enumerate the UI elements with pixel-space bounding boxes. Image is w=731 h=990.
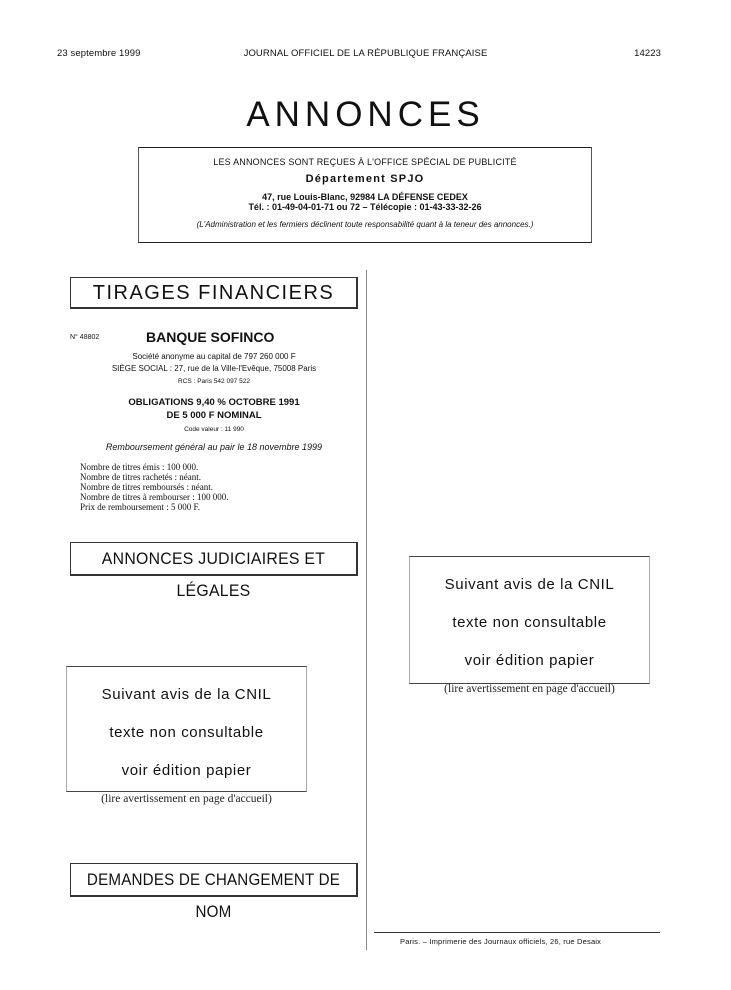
- cnil-notice-right: [409, 556, 650, 695]
- detail-line: Nombre de titres à rembourser : 100 000.: [80, 492, 229, 502]
- footer-rule: [374, 932, 660, 933]
- detail-line: Nombre de titres rachetés : néant.: [80, 472, 201, 482]
- announcement-obligations: OBLIGATIONS 9,40 % OCTOBRE 1991: [128, 397, 300, 408]
- cnil-line: voir édition papier: [121, 762, 252, 779]
- notice-address: 47, rue Louis-Blanc, 92984 LA DÉFENSE CEDEX: [262, 192, 468, 202]
- announcement-remboursement: Remboursement général au pair le 18 novembre 1999: [105, 442, 323, 452]
- detail-line: Nombre de titres émis : 100 000.: [80, 462, 199, 472]
- announcement-details: [80, 462, 228, 512]
- notice-department: Département SPJO: [305, 173, 425, 185]
- page-number: 14223: [634, 48, 661, 59]
- announcement-capital: Société anonyme au capital de 797 260 000 F: [132, 352, 296, 361]
- announcement-number: N° 48802: [70, 334, 100, 341]
- section-heading-label: ANNONCES JUDICIAIRES ET LÉGALES: [101, 549, 326, 600]
- notice-line: LES ANNONCES SONT REÇUES À L'OFFICE SPÉCIAL DE PUBLICITÉ: [213, 157, 517, 167]
- cnil-line: texte non consultable: [109, 724, 264, 741]
- section-heading-label: DEMANDES DE CHANGEMENT DE NOM: [86, 871, 341, 921]
- announcement-company: BANQUE SOFINCO: [146, 329, 275, 345]
- cnil-line: Suivant avis de la CNIL: [444, 576, 615, 593]
- cnil-note: (lire avertissement en page d'accueil): [101, 793, 272, 805]
- notice-disclaimer: (L'Administration et les fermiers déclinent toute responsabilité quant à la teneur des annonces.): [196, 220, 534, 229]
- announcement-siege: SIÈGE SOCIAL : 27, rue de la Ville-l'Evêque, 75008 Paris: [111, 364, 317, 373]
- printer-footer: Paris. – Imprimerie des Journaux officiels, 26, rue Desaix: [400, 937, 602, 946]
- section-heading-label: TIRAGES FINANCIERS: [92, 282, 335, 304]
- announcement-nominal: DE 5 000 F NOMINAL: [166, 410, 262, 421]
- page-title: ANNONCES: [246, 95, 485, 134]
- cnil-line: voir édition papier: [464, 652, 595, 669]
- notice-phone: Tél. : 01-49-04-01-71 ou 72 – Télécopie : 01-43-33-32-26: [248, 202, 482, 212]
- announcement-rcs: RCS : Paris 542 097 522: [178, 378, 250, 385]
- cnil-note: (lire avertissement en page d'accueil): [444, 683, 615, 695]
- issue-date: 23 septembre 1999: [57, 48, 141, 59]
- detail-line: Nombre de titres remboursés : néant.: [80, 482, 213, 492]
- section-heading-judiciaires: [70, 542, 358, 600]
- announcement-code: Code valeur : 11 990: [184, 426, 244, 433]
- section-heading-tirages: [70, 277, 358, 309]
- column-divider: [366, 270, 367, 950]
- journal-name: JOURNAL OFFICIEL DE LA RÉPUBLIQUE FRANÇAISE: [243, 48, 488, 59]
- cnil-line: Suivant avis de la CNIL: [101, 686, 272, 703]
- publication-notice-box: [138, 147, 592, 243]
- cnil-notice-left: [66, 666, 307, 805]
- cnil-line: texte non consultable: [452, 614, 607, 631]
- section-heading-demandes: [70, 863, 358, 921]
- detail-line: Prix de remboursement : 5 000 F.: [80, 502, 201, 512]
